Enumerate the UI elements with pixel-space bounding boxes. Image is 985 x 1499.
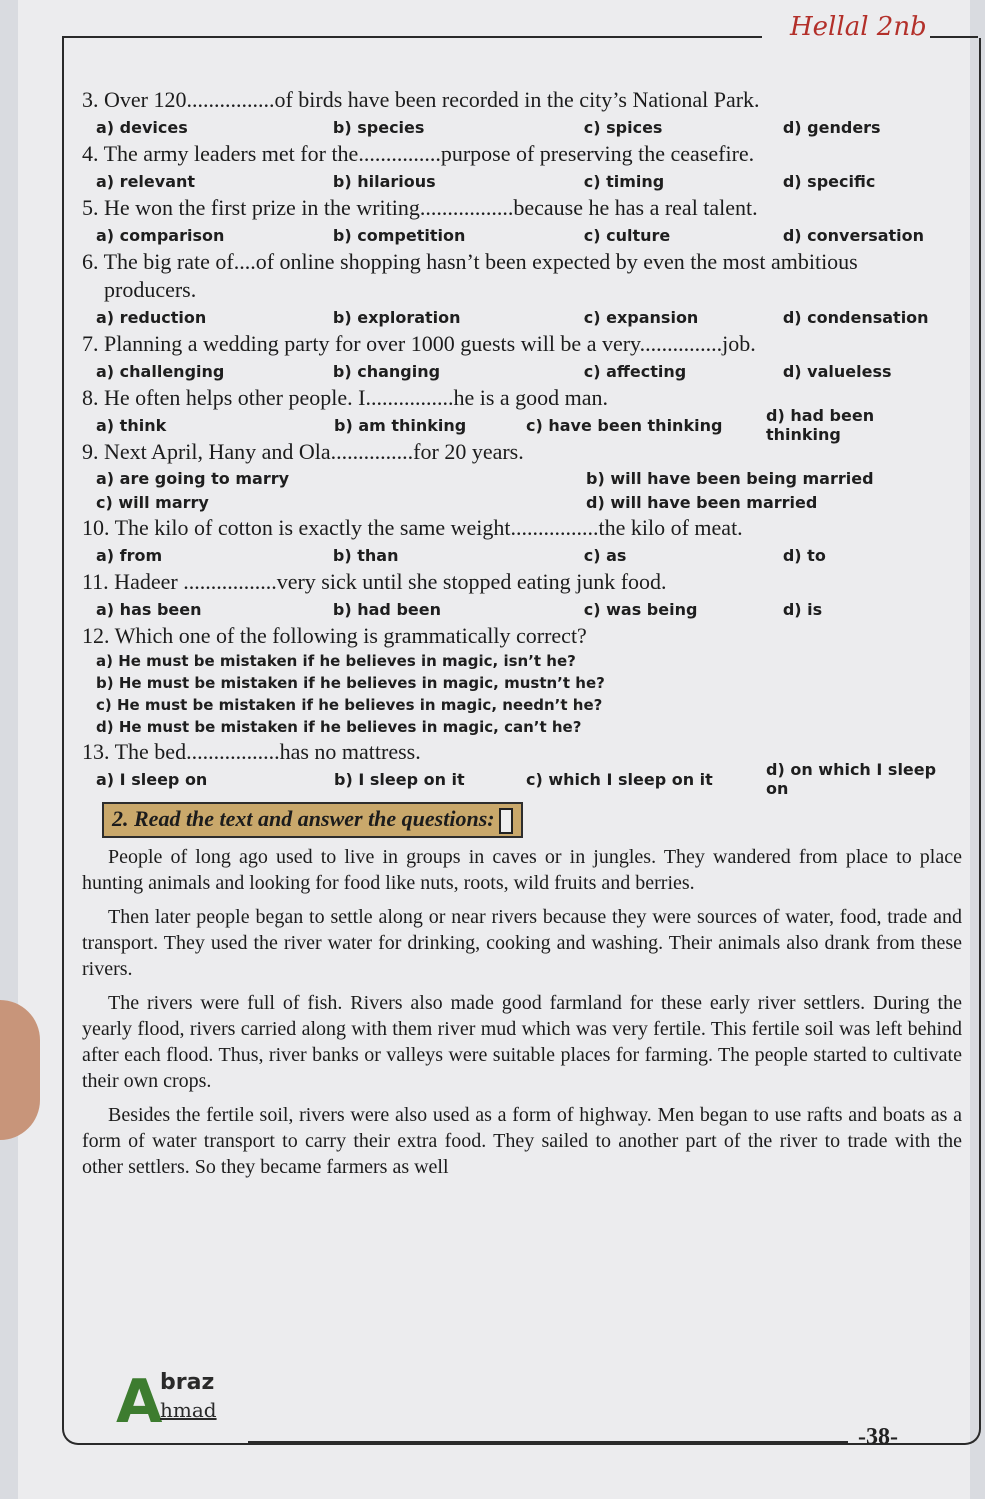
option-b[interactable]: b) am thinking: [334, 415, 467, 435]
options-10: [82, 542, 962, 568]
option-a[interactable]: a) challenging: [96, 361, 225, 381]
paragraph-2: Then later people began to settle along or near rivers because they were sources of water, food, trade and transport. They used the river water for drinking, cooking and washing. Their animals also drank from these rivers.: [82, 905, 962, 980]
option-b[interactable]: b) He must be mistaken if he believes in magic, mustn’t he?: [96, 674, 605, 692]
option-a[interactable]: a) comparison: [96, 225, 225, 245]
paragraph-4: Besides the fertile soil, rivers were also used as a form of highway. Men began to use rafts and boats as a form of water transport to carry their extra food. They sailed to another part of the river to trade with the other settlers. So they became farmers as well: [82, 1103, 962, 1178]
option-d[interactable]: d) conversation: [782, 225, 925, 245]
option-c[interactable]: c) expansion: [583, 307, 699, 327]
option-c[interactable]: c) was being: [583, 599, 698, 619]
content: [82, 86, 962, 1188]
page-number: -38-: [858, 1424, 898, 1450]
option-c[interactable]: c) will marry: [96, 492, 209, 512]
logo-bottom-text: hmad: [160, 1398, 217, 1422]
option-a[interactable]: a) from: [96, 545, 163, 565]
options-6: [82, 304, 962, 330]
options-13: [82, 760, 962, 798]
option-a[interactable]: a) has been: [96, 599, 202, 619]
question-9: 9. Next April, Hany and Ola...............for 20 years.: [82, 439, 524, 464]
option-b[interactable]: b) than: [332, 545, 399, 565]
option-d[interactable]: d) genders: [782, 117, 881, 137]
option-a[interactable]: a) He must be mistaken if he believes in magic, isn’t he?: [96, 652, 576, 670]
options-11: [82, 596, 962, 622]
question-3: 3. Over 120................of birds have been recorded in the city’s National Park.: [82, 87, 760, 112]
logo-letter: A: [116, 1367, 163, 1437]
option-c[interactable]: c) culture: [583, 225, 671, 245]
option-d[interactable]: d) will have been married: [586, 492, 818, 512]
paragraph-3: The rivers were full of fish. Rivers also made good farmland for these early river settlers. During the yearly flood, rivers carried along with them river mud which was very fertile. This fertile soil was left behind after each flood. Thus, river banks or valleys were suitable places for farming. The people started to cultivate their own crops.: [82, 991, 962, 1092]
question-7: 7. Planning a wedding party for over 1000 guests will be a very...............job.: [82, 331, 756, 356]
option-b[interactable]: b) had been: [332, 599, 441, 619]
option-c[interactable]: c) have been thinking: [526, 415, 723, 435]
question-10: 10. The kilo of cotton is exactly the same weight................the kilo of meat.: [82, 515, 743, 540]
paragraph-1: People of long ago used to live in groups in caves or in jungles. They wandered from place to place hunting animals and looking for food like nuts, roots, wild fruits and berries.: [82, 845, 962, 894]
question-4: 4. The army leaders met for the...............purpose of preserving the ceasefire.: [82, 141, 755, 166]
handwritten-note: Hellal 2nb: [790, 12, 927, 42]
question-6-cont: producers.: [104, 277, 197, 302]
options-4: [82, 168, 962, 194]
options-7: [82, 358, 962, 384]
question-8: 8. He often helps other people. I................he is a good man.: [82, 385, 609, 410]
option-a[interactable]: a) relevant: [96, 171, 196, 191]
option-c[interactable]: c) affecting: [583, 361, 687, 381]
option-b[interactable]: b) changing: [332, 361, 441, 381]
option-d[interactable]: d) He must be mistaken if he believes in magic, can’t he?: [96, 718, 582, 736]
question-11: 11. Hadeer .................very sick until she stopped eating junk food.: [82, 569, 667, 594]
question-12: 12. Which one of the following is grammatically correct?: [82, 623, 587, 648]
options-5: [82, 222, 962, 248]
option-b[interactable]: b) I sleep on it: [334, 769, 465, 789]
option-b[interactable]: b) exploration: [332, 307, 461, 327]
option-a[interactable]: a) think: [96, 415, 167, 435]
question-5: 5. He won the first prize in the writing.................because he has a real talent.: [82, 195, 758, 220]
option-a[interactable]: a) devices: [96, 117, 188, 137]
option-b[interactable]: b) competition: [332, 225, 466, 245]
option-b[interactable]: b) species: [332, 117, 425, 137]
option-a[interactable]: a) I sleep on: [96, 769, 208, 789]
option-b[interactable]: b) will have been being married: [586, 468, 874, 488]
options-9-row1: [82, 466, 962, 490]
page: [18, 0, 970, 1499]
section-box: [499, 808, 513, 834]
logo-top-text: braz: [160, 1370, 215, 1395]
publisher-logo: [116, 1368, 236, 1438]
option-d[interactable]: d) on which I sleep on: [766, 760, 937, 798]
footer-rule: [248, 1441, 848, 1443]
option-d[interactable]: d) specific: [782, 171, 876, 191]
options-8: [82, 406, 962, 444]
option-d[interactable]: d) to: [782, 545, 826, 565]
option-a[interactable]: a) reduction: [96, 307, 207, 327]
question-6: 6. The big rate of....of online shopping hasn’t been expected by even the most ambitious: [82, 249, 858, 274]
options-9-row2: [82, 490, 962, 514]
option-d[interactable]: d) had been thinking: [766, 406, 875, 444]
option-d[interactable]: d) valueless: [782, 361, 892, 381]
option-c[interactable]: c) He must be mistaken if he believes in magic, needn’t he?: [96, 696, 603, 714]
option-a[interactable]: a) are going to marry: [96, 468, 290, 488]
section-title: 2. Read the text and answer the questions:: [112, 806, 495, 831]
option-c[interactable]: c) timing: [583, 171, 665, 191]
options-3: [82, 114, 962, 140]
thumb: [0, 1000, 40, 1140]
question-13: 13. The bed.................has no mattress.: [82, 739, 421, 764]
option-d[interactable]: d) condensation: [782, 307, 929, 327]
option-c[interactable]: c) spices: [583, 117, 663, 137]
option-b[interactable]: b) hilarious: [332, 171, 436, 191]
option-c[interactable]: c) as: [583, 545, 627, 565]
section-heading: [102, 802, 523, 838]
option-d[interactable]: d) is: [782, 599, 823, 619]
option-c[interactable]: c) which I sleep on it: [526, 769, 713, 789]
